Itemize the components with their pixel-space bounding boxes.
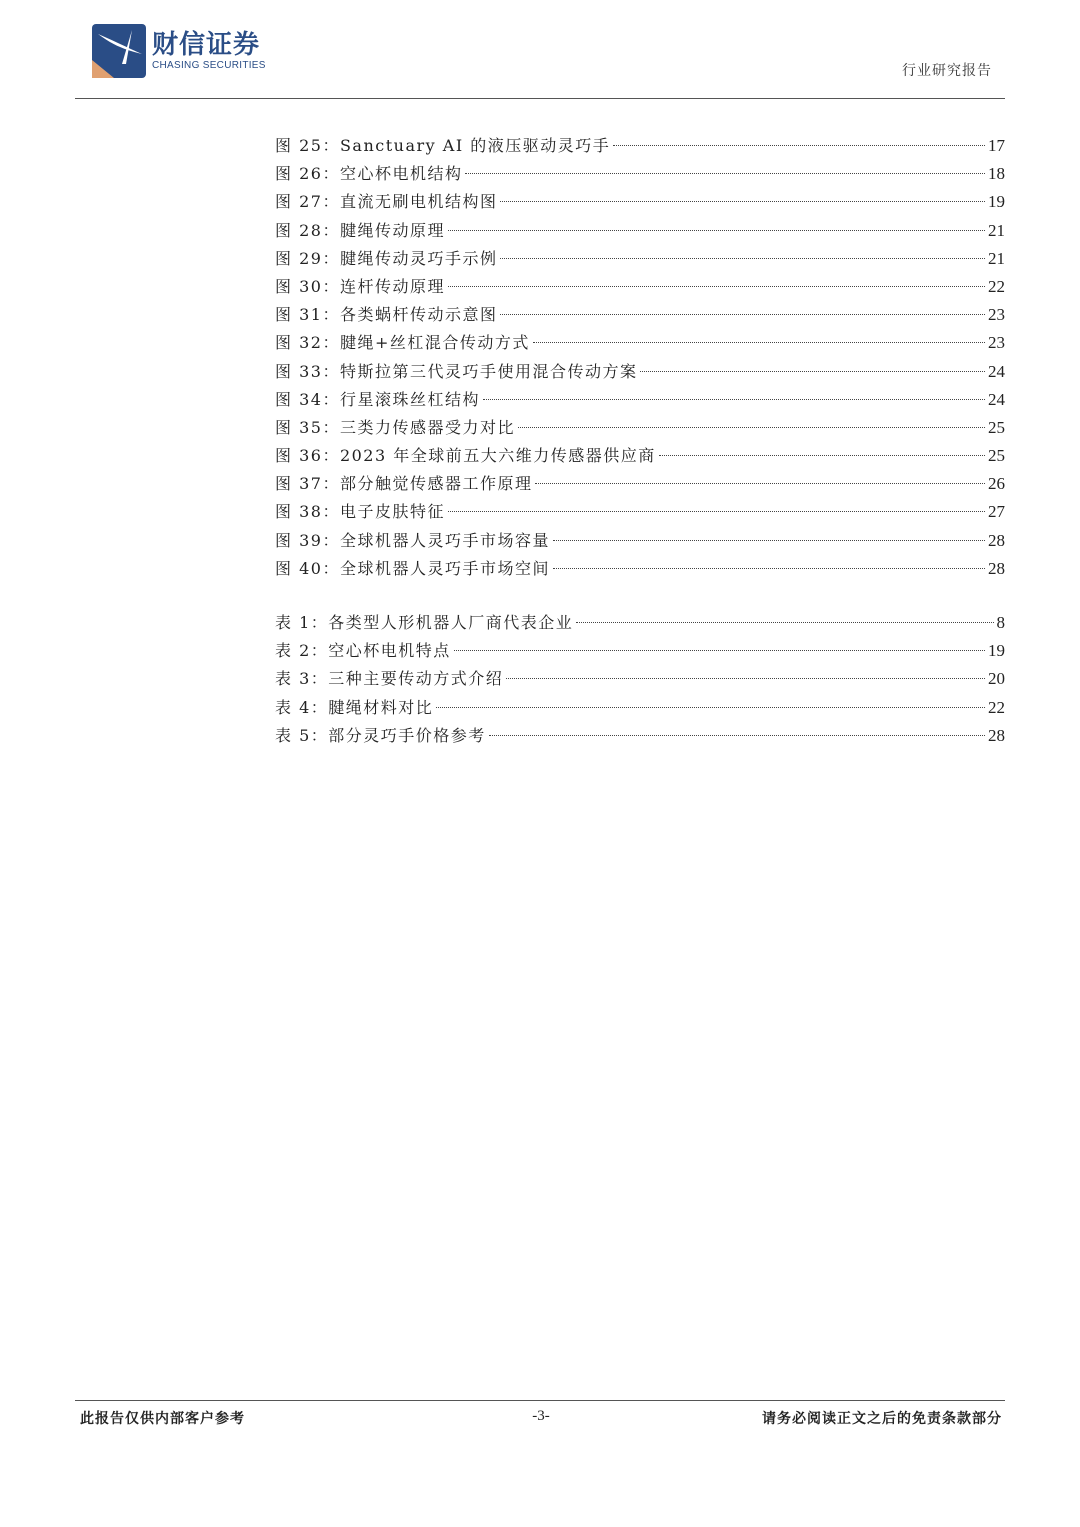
figure-index-entry[interactable] xyxy=(275,555,1005,583)
table-index-entry-page-number: 28 xyxy=(988,725,1005,745)
figure-index-entry-page-number: 21 xyxy=(988,248,1005,268)
table-index-entry-label: 表 5：部分灵巧手价格参考 xyxy=(275,725,486,745)
table-index-entry[interactable] xyxy=(275,609,1005,637)
figure-index-entry-label: 图 36：2023 年全球前五大六维力传感器供应商 xyxy=(275,446,656,466)
figure-index-entry-page-number: 28 xyxy=(988,558,1005,578)
table-index-entry-page-number: 19 xyxy=(988,641,1005,661)
figure-index-entry-page-number: 26 xyxy=(988,474,1005,494)
dot-leader xyxy=(454,650,985,651)
figure-index-entry[interactable] xyxy=(275,301,1005,329)
figure-index-entry-label: 图 29：腱绳传动灵巧手示例 xyxy=(275,248,498,268)
table-index-entry[interactable] xyxy=(275,722,1005,750)
table-index-entry-page-number: 20 xyxy=(988,669,1005,689)
table-index-list xyxy=(275,609,1005,750)
figure-index-entry-label: 图 40：全球机器人灵巧手市场空间 xyxy=(275,558,550,578)
figure-index-list xyxy=(275,132,1005,583)
dot-leader xyxy=(535,483,985,484)
figure-index-entry[interactable] xyxy=(275,386,1005,414)
logo-chinese-name: 财信证券 xyxy=(152,30,261,60)
figure-index-entry-label: 图 37：部分触觉传感器工作原理 xyxy=(275,474,533,494)
figure-index-entry-page-number: 23 xyxy=(988,333,1005,353)
dot-leader xyxy=(613,145,985,146)
company-logo xyxy=(92,24,266,78)
dot-leader xyxy=(553,568,985,569)
figure-index-entry[interactable] xyxy=(275,414,1005,442)
dot-leader xyxy=(448,230,985,231)
report-type-label: 行业研究报告 xyxy=(902,63,992,79)
company-logo-icon xyxy=(92,24,146,78)
figure-index-entry-label: 图 34：行星滚珠丝杠结构 xyxy=(275,389,480,409)
figure-index-entry-label: 图 31：各类蜗杆传动示意图 xyxy=(275,305,498,325)
figure-index-entry[interactable] xyxy=(275,358,1005,386)
figure-index-entry-page-number: 19 xyxy=(988,192,1005,212)
dot-leader xyxy=(483,399,985,400)
dot-leader xyxy=(640,371,985,372)
table-index-entry[interactable] xyxy=(275,694,1005,722)
figure-index-entry-label: 图 28：腱绳传动原理 xyxy=(275,220,445,240)
table-index-entry-label: 表 3：三种主要传动方式介绍 xyxy=(275,669,504,689)
figure-index-entry-label: 图 30：连杆传动原理 xyxy=(275,276,445,296)
dot-leader xyxy=(500,201,985,202)
dot-leader xyxy=(448,511,985,512)
table-index-entry-label: 表 4：腱绳材料对比 xyxy=(275,697,434,717)
figure-index-entry-label: 图 35：三类力传感器受力对比 xyxy=(275,417,515,437)
figure-index-entry-label: 图 25：Sanctuary AI 的液压驱动灵巧手 xyxy=(275,136,611,155)
figure-index-entry-label: 图 26：空心杯电机结构 xyxy=(275,164,463,184)
figure-index-entry[interactable] xyxy=(275,273,1005,301)
dot-leader xyxy=(518,427,985,428)
figure-index-entry[interactable] xyxy=(275,217,1005,245)
table-index-entry[interactable] xyxy=(275,665,1005,693)
dot-leader xyxy=(576,622,993,623)
dot-leader xyxy=(448,286,985,287)
figure-index-entry[interactable] xyxy=(275,442,1005,470)
dot-leader xyxy=(436,707,985,708)
dot-leader xyxy=(659,455,985,456)
figure-index-entry[interactable] xyxy=(275,160,1005,188)
figure-index-entry-page-number: 25 xyxy=(988,446,1005,466)
figure-index-entry-label: 图 27：直流无刷电机结构图 xyxy=(275,192,498,212)
figure-index-entry-page-number: 22 xyxy=(988,276,1005,296)
figure-index-entry-page-number: 18 xyxy=(988,164,1005,184)
dot-leader xyxy=(533,342,985,343)
figure-index-entry-label: 图 33：特斯拉第三代灵巧手使用混合传动方案 xyxy=(275,361,638,381)
table-index-entry-label: 表 2：空心杯电机特点 xyxy=(275,641,451,661)
figure-index-entry[interactable] xyxy=(275,527,1005,555)
figure-index-entry-page-number: 21 xyxy=(988,220,1005,240)
figure-index-entry[interactable] xyxy=(275,132,1005,160)
figure-index-entry[interactable] xyxy=(275,188,1005,216)
footer-divider xyxy=(75,1400,1005,1401)
table-index-entry-page-number: 8 xyxy=(996,613,1005,632)
logo-english-name: CHASING SECURITIES xyxy=(152,60,266,71)
figure-index-entry[interactable] xyxy=(275,498,1005,526)
table-index-entry[interactable] xyxy=(275,637,1005,665)
footer-disclaimer-right: 请务必阅读正文之后的免责条款部分 xyxy=(762,1411,1002,1427)
dot-leader xyxy=(500,314,985,315)
figure-index-entry-page-number: 25 xyxy=(988,417,1005,437)
table-index-entry-page-number: 22 xyxy=(988,697,1005,717)
table-index-entry-label: 表 1：各类型人形机器人厂商代表企业 xyxy=(275,613,574,632)
figure-index-entry-page-number: 28 xyxy=(988,530,1005,550)
figure-index-entry-label: 图 39：全球机器人灵巧手市场容量 xyxy=(275,530,550,550)
footer-disclaimer-left: 此报告仅供内部客户参考 xyxy=(80,1411,245,1427)
page-header xyxy=(0,0,1080,100)
dot-leader xyxy=(500,258,985,259)
figure-index-entry-page-number: 23 xyxy=(988,305,1005,325)
figure-index-entry[interactable] xyxy=(275,470,1005,498)
figure-index-entry-page-number: 27 xyxy=(988,502,1005,522)
figure-index-entry[interactable] xyxy=(275,245,1005,273)
figure-index-entry-label: 图 32：腱绳+丝杠混合传动方式 xyxy=(275,333,530,353)
figure-index-entry-page-number: 24 xyxy=(988,389,1005,409)
page-footer xyxy=(80,1408,1002,1432)
figure-index-entry-page-number: 17 xyxy=(988,136,1005,155)
figure-index-entry-label: 图 38：电子皮肤特征 xyxy=(275,502,445,522)
dot-leader xyxy=(465,173,985,174)
header-divider xyxy=(75,98,1005,99)
dot-leader xyxy=(489,735,985,736)
figure-index-entry[interactable] xyxy=(275,329,1005,357)
dot-leader xyxy=(553,540,985,541)
dot-leader xyxy=(506,678,985,679)
figure-index-entry-page-number: 24 xyxy=(988,361,1005,381)
page-number: -3- xyxy=(532,1408,550,1424)
